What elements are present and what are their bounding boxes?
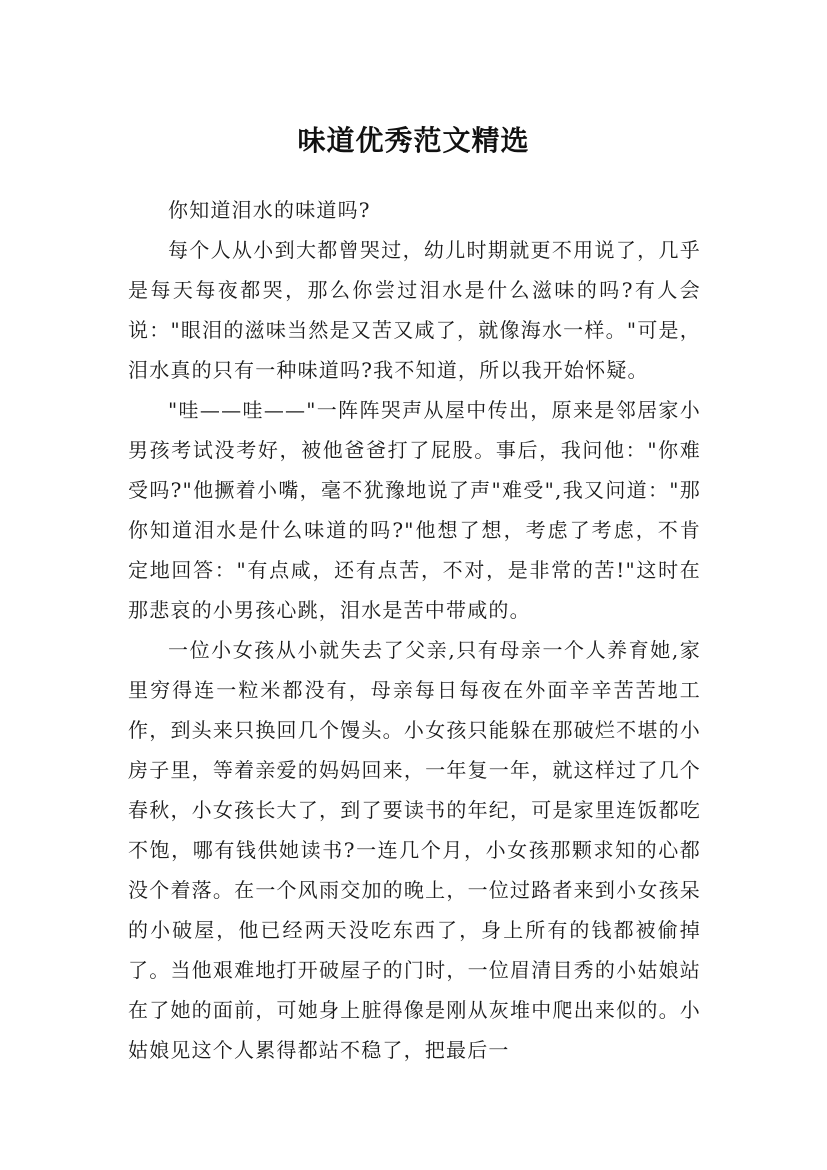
document-title: 味道优秀范文精选 (297, 123, 530, 157)
document-body (128, 190, 701, 1070)
paragraph: 一位小女孩从小就失去了父亲,只有母亲一个人养育她,家里穷得连一粒米都没有，母亲每日每夜在外面辛辛苦苦地工作，到头来只换回几个馒头。小女孩只能躲在那破烂不堪的小房子里，等着亲爱的妈妈回来，一年复一年，就这样过了几个春秋，小女孩长大了，到了要读书的年纪，可是家里连饭都吃不饱，哪有钱供她读书?一连几个月，小女孩那颗求知的心都没个着落。在一个风雨交加的晚上，一位过路者来到小女孩呆的小破屋，他已经两天没吃东西了，身上所有的钱都被偷掉了。当他艰难地打开破屋子的门时，一位眉清目秀的小姑娘站在了她的面前，可她身上脏得像是刚从灰堆中爬出来似的。小姑娘见这个人累得都站不稳了，把最后一 (128, 638, 701, 1062)
paragraph: 你知道泪水的味道吗? (168, 198, 371, 222)
paragraph: 每个人从小到大都曾哭过，幼儿时期就更不用说了，几乎是每天每夜都哭，那么你尝过泪水是什么滋味的吗?有人会说："眼泪的滋味当然是又苦又咸了，就像海水一样。"可是，泪水真的只有一种味道吗?我不知道，所以我开始怀疑。 (128, 238, 701, 382)
paragraph: "哇——哇——"一阵阵哭声从屋中传出，原来是邻居家小男孩考试没考好，被他爸爸打了屁股。事后，我问他："你难受吗?"他撅着小嘴，毫不犹豫地说了声"难受",我又问道："那你知道泪水是什么味道的吗?"他想了想，考虑了考虑，不肯定地回答："有点咸，还有点苦，不对，是非常的苦!"这时在那悲哀的小男孩心跳，泪水是苦中带咸的。 (128, 398, 701, 622)
